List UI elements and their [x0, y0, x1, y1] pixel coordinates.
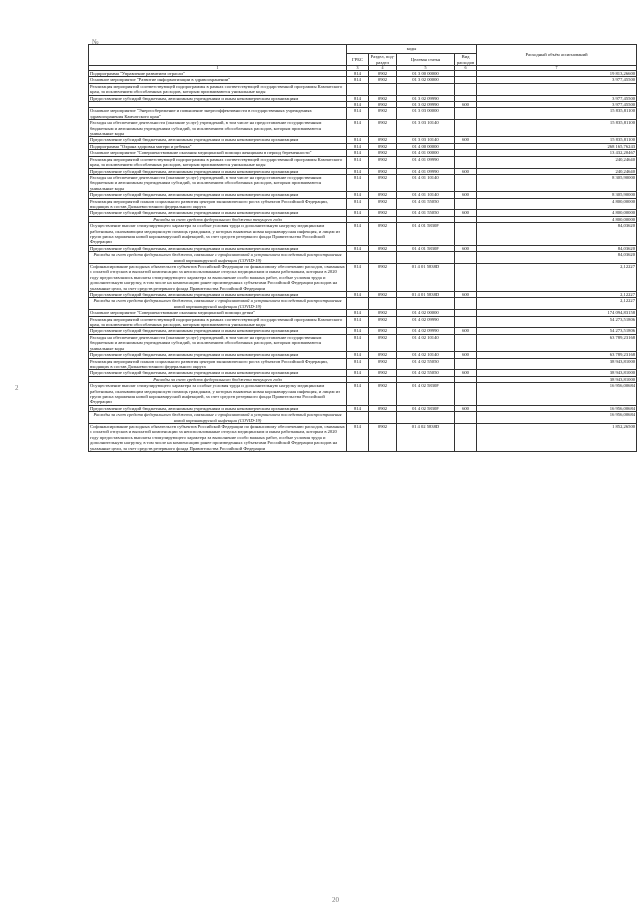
- row-name: Реализация мероприятий соответствующей подпрограммы в рамках соответствующей государственной программы Камчатского края, за исключением обособленных расходов, которым присваиваются уникальные коды: [89, 316, 347, 328]
- row-expense-type: 600: [455, 137, 477, 143]
- row-expense-type: 600: [455, 102, 477, 108]
- row-target: 01 3 03 00000: [397, 108, 455, 120]
- row-target: [397, 83, 455, 95]
- row-name: Реализация мероприятий планов социального развития центров экономического роста субъектов Российской Федерации, входящих в состав Дальневосточного федерального округа: [89, 198, 347, 210]
- row-grbs: 814: [347, 71, 369, 77]
- row-section: 0902: [369, 102, 397, 108]
- header-num-4: 4: [369, 66, 397, 71]
- table-row: [89, 83, 637, 95]
- row-expense-type: [455, 358, 477, 370]
- row-grbs: 814: [347, 358, 369, 370]
- row-name: Реализация мероприятий планов социального развития центров экономического роста субъектов Российской Федерации, входящих в состав Дальневосточного федерального округа: [89, 358, 347, 370]
- row-expense-type: [455, 298, 477, 310]
- top-number-mark: №: [92, 38, 99, 46]
- row-expense-type: [455, 120, 477, 137]
- row-name: Софинансирование расходных обязательств субъектов Российской Федерации по финансовому обеспечению расходов, связанных с оплатой отпусков и выплатой компенсации за неиспользованные отпуска медицинским и иным работникам, которым в 2020 году предоставлялись выплаты стимулирующего характера за выполнение особо важных работ, особые условия труда и дополнительную нагрузку, в том числе на компенсацию ранее произведенных субъектами Российской Федерации расходов на указанные цели, за счет средств резервного фонда Правительства Российской Федерации: [90, 264, 345, 291]
- header-name: [89, 45, 347, 66]
- table-row: [89, 120, 637, 137]
- row-grbs: 814: [347, 120, 369, 137]
- row-section: 0902: [369, 143, 397, 149]
- row-amount: 3 977,45500: [477, 95, 637, 101]
- row-section: 0902: [369, 405, 397, 411]
- row-grbs: 814: [347, 310, 369, 316]
- row-section: 0902: [369, 358, 397, 370]
- row-target: 01 3 03 10140: [397, 120, 455, 137]
- row-section: 0902: [369, 223, 397, 246]
- row-target: 01 4 02 10140: [397, 334, 455, 351]
- row-target: 01 4 01 00000: [397, 150, 455, 156]
- row-expense-type: [455, 383, 477, 406]
- row-expense-type: [455, 334, 477, 351]
- row-grbs: 814: [347, 108, 369, 120]
- row-amount: 8 305,90000: [477, 192, 637, 198]
- row-expense-type: 600: [455, 405, 477, 411]
- row-amount: 3 977,45500: [477, 77, 637, 83]
- header-num-6: 6: [455, 66, 477, 71]
- row-section: 0902: [369, 334, 397, 351]
- row-grbs: [347, 83, 369, 95]
- row-grbs: 814: [347, 245, 369, 251]
- row-grbs: 814: [347, 352, 369, 358]
- row-section: 0902: [369, 192, 397, 198]
- row-section: 0902: [369, 316, 397, 328]
- table-row: [89, 358, 637, 370]
- row-name: Расходы за счет средств федерального бюджета текущего года: [89, 216, 347, 222]
- row-grbs: [347, 252, 369, 264]
- row-section: 0902: [369, 352, 397, 358]
- row-target: 01 4 01 09990: [397, 156, 455, 168]
- row-target: 01 3 00 00000: [397, 71, 455, 77]
- row-grbs: 814: [347, 174, 369, 191]
- row-section: 0902: [369, 108, 397, 120]
- row-section: 0902: [369, 245, 397, 251]
- row-expense-type: [455, 83, 477, 95]
- row-amount: 16 956,00684: [477, 383, 637, 406]
- table-body: [89, 71, 637, 452]
- row-section: 0902: [369, 383, 397, 406]
- row-amount: 84,03620: [477, 245, 637, 251]
- row-grbs: 814: [347, 192, 369, 198]
- row-amount: 54 273,51806: [477, 328, 637, 334]
- row-grbs: 814: [347, 316, 369, 328]
- row-section: 0902: [369, 150, 397, 156]
- row-amount: 4 800,00000: [477, 216, 637, 222]
- row-target: 01 4 02 00000: [397, 310, 455, 316]
- row-target: 01 4 00 00000: [397, 143, 455, 149]
- row-grbs: 814: [347, 292, 369, 298]
- row-name: Предоставление субсидий бюджетным, автономным учреждениям и иным некоммерческим организациям: [89, 245, 347, 251]
- federal-note-row: [89, 412, 637, 424]
- row-expense-type: 600: [455, 168, 477, 174]
- row-section: 0902: [369, 370, 397, 376]
- row-target: [397, 298, 455, 310]
- row-grbs: 814: [347, 137, 369, 143]
- row-amount: 15 835,81100: [477, 137, 637, 143]
- row-target: [397, 252, 455, 264]
- row-section: [369, 83, 397, 95]
- row-name: Основное мероприятие "Совершенствование оказания медицинской помощи детям": [89, 310, 347, 316]
- row-amount: 16 956,00684: [477, 412, 637, 424]
- row-target: 01 3 02 09990: [397, 95, 455, 101]
- row-amount: 38 943,81000: [477, 370, 637, 376]
- row-grbs: 814: [347, 334, 369, 351]
- row-amount: 3 977,45500: [477, 102, 637, 108]
- table-row: [89, 316, 637, 328]
- row-amount: 84,03620: [477, 223, 637, 246]
- row-grbs: 814: [347, 77, 369, 83]
- row-name: Реализация мероприятий соответствующей подпрограммы в рамках соответствующей государственной программы Камчатского края, за исключением обособленных расходов, которым присваиваются уникальные коды: [89, 156, 347, 168]
- row-expense-type: 600: [455, 192, 477, 198]
- row-grbs: 814: [347, 405, 369, 411]
- row-amount: 16 956,00684: [477, 405, 637, 411]
- row-section: 0902: [369, 292, 397, 298]
- row-section: 0902: [369, 120, 397, 137]
- header-grbs: ГРБС: [347, 54, 369, 66]
- row-target: 01 4 02 5830F: [397, 383, 455, 406]
- row-amount: 13 432,20467: [477, 150, 637, 156]
- row-name: Основное мероприятие "Совершенствование оказания медицинской помощи женщинам в период беременности": [89, 150, 347, 156]
- header-amount: Расходный объём ассигнований: [477, 45, 637, 66]
- table-row: [89, 174, 637, 191]
- row-section: 0902: [369, 156, 397, 168]
- row-section: 0902: [369, 264, 397, 292]
- row-target: 01 4 01 55050: [397, 198, 455, 210]
- row-name: Предоставление субсидий бюджетным, автономным учреждениям и иным некоммерческим организациям: [89, 192, 347, 198]
- row-section: 0902: [369, 137, 397, 143]
- row-grbs: [347, 298, 369, 310]
- row-amount: 63 789,23168: [477, 334, 637, 351]
- row-name: Предоставление субсидий бюджетным, автономным учреждениям и иным некоммерческим организациям: [89, 370, 347, 376]
- table-row: [89, 423, 637, 451]
- federal-note-row: [89, 252, 637, 264]
- federal-note-row: [89, 298, 637, 310]
- row-section: 0902: [369, 95, 397, 101]
- row-target: 01 4 01 09990: [397, 168, 455, 174]
- row-amount: 240,24640: [477, 156, 637, 168]
- table-row: [89, 108, 637, 120]
- budget-table: [88, 44, 637, 452]
- row-grbs: 814: [347, 143, 369, 149]
- row-expense-type: [455, 108, 477, 120]
- row-amount: 38 943,81000: [477, 358, 637, 370]
- row-amount: 84,03620: [477, 252, 637, 264]
- row-expense-type: 600: [455, 370, 477, 376]
- table-row: [89, 198, 637, 210]
- row-expense-type: [455, 156, 477, 168]
- table-row: [89, 383, 637, 406]
- row-target: [397, 412, 455, 424]
- row-grbs: 814: [347, 383, 369, 406]
- row-section: [369, 412, 397, 424]
- row-name: Предоставление субсидий бюджетным, автономным учреждениям и иным некоммерческим организациям: [89, 168, 347, 174]
- row-name: Предоставление субсидий бюджетным, автономным учреждениям и иным некоммерческим организациям: [89, 292, 347, 298]
- row-target: 01 3 03 10140: [397, 137, 455, 143]
- row-grbs: 814: [347, 264, 369, 292]
- row-amount: 1 852,26500: [477, 423, 637, 451]
- header-codes-group: коды: [347, 45, 477, 54]
- row-amount: 15 835,81100: [477, 120, 637, 137]
- row-amount: 2,12227: [477, 264, 637, 292]
- row-target: 01 4 01 55050: [397, 210, 455, 216]
- row-target: 01 4 02 5838D: [397, 423, 455, 451]
- row-name: Расходы на обеспечение деятельности (оказание услуг) учреждений, в том числе на предоставление государственным бюджетным и автономным учреждениям субсидий, за исключением обособленных расходов, которым присваиваются уникальные коды: [89, 120, 347, 137]
- row-target: 01 4 02 09990: [397, 316, 455, 328]
- table-row: [89, 264, 637, 292]
- row-grbs: 814: [347, 168, 369, 174]
- row-amount: 8 305,90000: [477, 174, 637, 191]
- table-row: [89, 334, 637, 351]
- row-grbs: 814: [347, 198, 369, 210]
- row-grbs: 814: [347, 102, 369, 108]
- row-section: 0902: [369, 168, 397, 174]
- row-section: 0902: [369, 210, 397, 216]
- row-name: Расходы за счет средств федерального бюджета, связанные с профилактикой и устранением последствий распространения новой коронавирусной инфекции (COVID-19): [89, 412, 347, 424]
- row-target: 01 4 02 5830F: [397, 405, 455, 411]
- row-section: [369, 298, 397, 310]
- table-row: [89, 223, 637, 246]
- row-grbs: [347, 412, 369, 424]
- row-target: 01 4 01 5830F: [397, 245, 455, 251]
- header-target: Целевая статья: [397, 54, 455, 66]
- row-target: 01 4 01 5830F: [397, 223, 455, 246]
- row-expense-type: 600: [455, 292, 477, 298]
- header-expense-type: Вид расходов: [455, 54, 477, 66]
- table-row: [89, 156, 637, 168]
- row-section: 0902: [369, 328, 397, 334]
- row-name: Предоставление субсидий бюджетным, автономным учреждениям и иным некоммерческим организациям: [89, 328, 347, 334]
- row-name: Софинансирование расходных обязательств субъектов Российской Федерации по финансовому обеспечению расходов, связанных с оплатой отпусков и выплатой компенсации за неиспользованные отпуска медицинским и иным работникам, которым в 2020 году предоставлялись выплаты стимулирующего характера за выполнение особо важных работ, особые условия труда и дополнительную нагрузку, в том числе на компенсацию ранее произведенных субъектами Российской Федерации расходов на указанные цели, за счет средств резервного фонда Правительства Российской Федерации: [90, 423, 345, 451]
- row-target: 01 4 01 5838D: [397, 264, 455, 292]
- row-amount: 2,12227: [477, 292, 637, 298]
- row-amount: 268 165,76243: [477, 143, 637, 149]
- row-name: Подпрограмма "Охрана здоровья матери и ребенка": [89, 143, 347, 149]
- header-num-5: 5: [397, 66, 455, 71]
- header-row-1: [89, 45, 637, 54]
- row-section: 0902: [369, 174, 397, 191]
- row-expense-type: [455, 316, 477, 328]
- row-target: 01 4 01 10140: [397, 192, 455, 198]
- row-target: 01 3 02 00000: [397, 77, 455, 83]
- header-num-7: 7: [477, 66, 637, 71]
- row-expense-type: 600: [455, 245, 477, 251]
- row-name: Предоставление субсидий бюджетным, автономным учреждениям и иным некоммерческим организациям: [89, 405, 347, 411]
- row-expense-type: [455, 252, 477, 264]
- row-name: Расходы на обеспечение деятельности (оказание услуг) учреждений, в том числе на предоставление государственным бюджетным и автономным учреждениям субсидий, за исключением обособленных расходов, которым присваиваются уникальные коды: [89, 174, 347, 191]
- row-amount: 240,24640: [477, 168, 637, 174]
- header-num-1: 1: [89, 66, 347, 71]
- row-name: Осуществление выплат стимулирующего характера за особые условия труда и дополнительную нагрузку медицинским работникам, оказывающим медицинскую помощь гражданам, у которых выявлена новая коронавирусная инфекция, и лицам из групп риска заражения новой коронавирусной инфекцией, за счет средств резервного фонда Правительства Российской Федерации: [89, 383, 347, 406]
- header-section: Раздел, под-раздел: [369, 54, 397, 66]
- row-amount: 19 813,26600: [477, 71, 637, 77]
- row-expense-type: [455, 423, 477, 451]
- row-section: 0902: [369, 77, 397, 83]
- row-name: Основное мероприятие "Энергосбережение и повышение энергоэффективности в государственных учреждениях здравоохранения Камчатского края": [89, 108, 347, 120]
- row-amount: 2,12227: [477, 298, 637, 310]
- row-section: 0902: [369, 198, 397, 210]
- row-name: Подпрограмма "Управление развитием отрасли": [89, 71, 347, 77]
- row-name: Предоставление субсидий бюджетным, автономным учреждениям и иным некоммерческим организациям: [89, 137, 347, 143]
- row-grbs: 814: [347, 328, 369, 334]
- row-section: 0902: [369, 71, 397, 77]
- row-amount: 38 943,81000: [477, 376, 637, 382]
- row-expense-type: [455, 264, 477, 292]
- row-name: Расходы за счет средств федерального бюджета, связанные с профилактикой и устранением последствий распространения новой коронавирусной инфекции (COVID-19): [89, 298, 347, 310]
- row-expense-type: [455, 412, 477, 424]
- row-expense-type: 600: [455, 352, 477, 358]
- row-name: Расходы за счет средств федерального бюджета текущего года: [89, 376, 347, 382]
- row-name: Расходы за счет средств федерального бюджета, связанные с профилактикой и устранением последствий распространения новой коронавирусной инфекции (COVID-19): [89, 252, 347, 264]
- row-name: Предоставление субсидий бюджетным, автономным учреждениям и иным некоммерческим организациям: [89, 352, 347, 358]
- row-grbs: 814: [347, 370, 369, 376]
- row-name: Реализация мероприятий соответствующей подпрограммы в рамках соответствующей государственной программы Камчатского края, за исключением обособленных расходов, которым присваиваются уникальные коды: [89, 83, 347, 95]
- row-grbs: 814: [347, 150, 369, 156]
- row-amount: 174 094,83158: [477, 310, 637, 316]
- row-grbs: 814: [347, 423, 369, 451]
- row-grbs: 814: [347, 156, 369, 168]
- row-amount: 63 789,23168: [477, 352, 637, 358]
- row-expense-type: 600: [455, 328, 477, 334]
- row-target: 01 4 01 5838D: [397, 292, 455, 298]
- left-margin-mark: 2: [15, 384, 19, 392]
- row-name: Расходы на обеспечение деятельности (оказание услуг) учреждений, в том числе на предоставление государственным бюджетным и автономным учреждениям субсидий, за исключением обособленных расходов, которым присваиваются уникальные коды: [89, 334, 347, 351]
- row-target: 01 4 01 10140: [397, 174, 455, 191]
- row-name: Осуществление выплат стимулирующего характера за особые условия труда и дополнительную нагрузку медицинским работникам, оказывающим медицинскую помощь гражданам, у которых выявлена новая коронавирусная инфекция, и лицам из групп риска заражения новой коронавирусной инфекцией, за счет средств резервного фонда Правительства Российской Федерации: [89, 223, 347, 246]
- row-expense-type: [455, 174, 477, 191]
- row-target: 01 4 02 10140: [397, 352, 455, 358]
- header-num-3: 3: [347, 66, 369, 71]
- row-amount: 4 800,00000: [477, 210, 637, 216]
- row-amount: 4 800,00000: [477, 198, 637, 210]
- row-target: 01 4 02 09990: [397, 328, 455, 334]
- row-name: Предоставление субсидий бюджетным, автономным учреждениям и иным некоммерческим организациям: [89, 95, 347, 101]
- row-amount: 54 273,51806: [477, 316, 637, 328]
- row-expense-type: [455, 223, 477, 246]
- row-expense-type: 600: [455, 210, 477, 216]
- row-grbs: 814: [347, 210, 369, 216]
- row-section: [369, 252, 397, 264]
- row-target: 01 4 02 55050: [397, 358, 455, 370]
- row-amount: [477, 83, 637, 95]
- row-name: Основное мероприятие "Развитие информатизации в здравоохранении": [89, 77, 347, 83]
- row-target: 01 3 02 09990: [397, 102, 455, 108]
- row-grbs: 814: [347, 95, 369, 101]
- row-section: 0902: [369, 423, 397, 451]
- row-expense-type: [455, 198, 477, 210]
- row-name: Предоставление субсидий бюджетным, автономным учреждениям и иным некоммерческим организациям: [89, 210, 347, 216]
- row-target: 01 4 02 55050: [397, 370, 455, 376]
- row-section: 0902: [369, 310, 397, 316]
- row-grbs: 814: [347, 223, 369, 246]
- row-amount: 15 835,81100: [477, 108, 637, 120]
- page-number: 20: [332, 896, 339, 904]
